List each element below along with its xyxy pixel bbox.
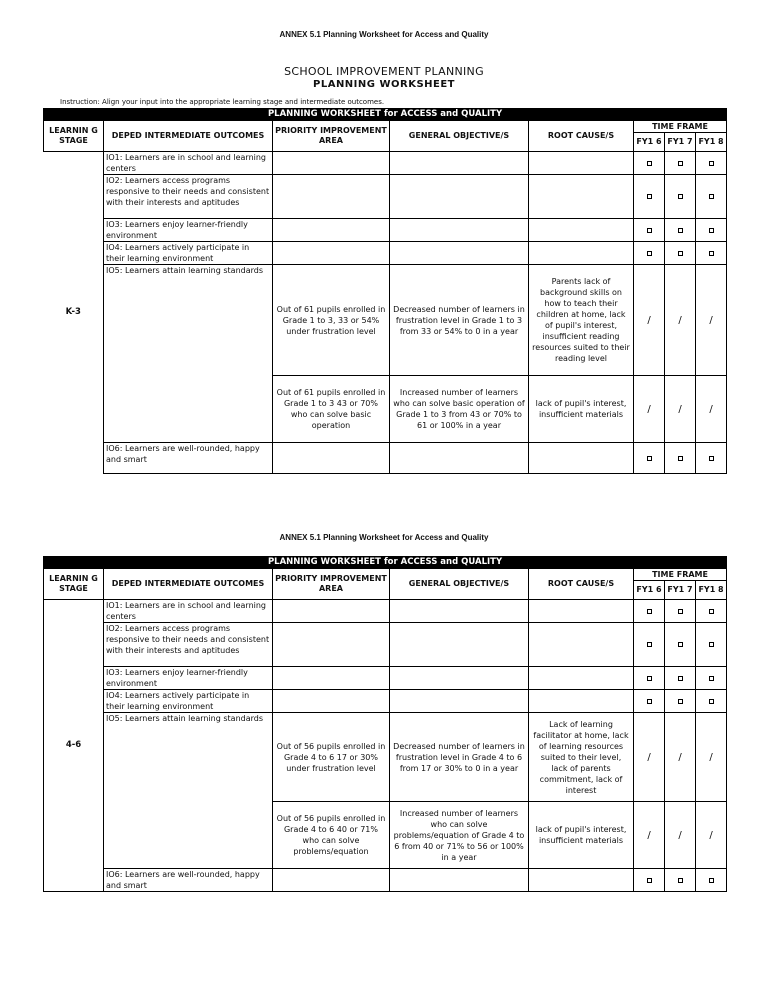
checkbox-icon[interactable]	[647, 642, 652, 647]
outcome-io2: IO2: Learners access programs responsive to their needs and consistent with their interests and aptitudes	[104, 623, 273, 667]
checkbox-icon[interactable]	[678, 161, 683, 166]
priority-area: Out of 56 pupils enrolled in Grade 4 to 6 40 or 71% who can solve problems/equation	[273, 802, 390, 869]
checkbox-icon[interactable]	[709, 161, 714, 166]
outcome-io4: IO4: Learners actively participate in their learning environment	[104, 242, 273, 265]
annex-title: ANNEX 5.1 Planning Worksheet for Access and Quality	[279, 533, 489, 542]
checkbox-icon[interactable]	[678, 456, 683, 461]
col-header-general-objective: GENERAL OBJECTIVE/S	[390, 121, 529, 152]
page-subtitle: PLANNING WORKSHEET	[313, 79, 455, 90]
checkbox-icon[interactable]	[678, 194, 683, 199]
checkbox-icon[interactable]	[709, 194, 714, 199]
priority-area: Out of 61 pupils enrolled in Grade 1 to 3 43 or 70% who can solve basic operation	[273, 376, 390, 443]
general-objective: Decreased number of learners in frustration level in Grade 4 to 6 from 17 or 30% to 0 in a year	[390, 713, 529, 802]
outcome-io4: IO4: Learners actively participate in their learning environment	[104, 690, 273, 713]
checkbox-icon[interactable]	[709, 699, 714, 704]
instruction-text: Instruction: Align your input into the appropriate learning stage and intermediate outcomes.	[60, 98, 385, 106]
col-header-intermediate-outcomes: DEPED INTERMEDIATE OUTCOMES	[104, 121, 273, 152]
time-frame-mark: /	[634, 802, 665, 869]
worksheet-banner: PLANNING WORKSHEET for ACCESS and QUALITY	[44, 557, 727, 569]
col-header-time-frame: TIME FRAME	[634, 121, 727, 133]
general-objective: Increased number of learners who can solve problems/equation of Grade 4 to 6 from 40 or 71% to 56 or 100% in a year	[390, 802, 529, 869]
time-frame-mark: /	[634, 376, 665, 443]
learning-stage-cell: 4-6	[44, 600, 104, 892]
planning-worksheet-k3	[43, 108, 726, 474]
outcome-io5: IO5: Learners attain learning standards	[104, 265, 273, 443]
checkbox-icon[interactable]	[709, 609, 714, 614]
col-header-priority-area: PRIORITY IMPROVEMENT AREA	[273, 569, 390, 600]
root-cause: Lack of learning facilitator at home, lack of learning resources suited to their level, lack of parents commitment, lack of interest	[529, 713, 634, 802]
col-header-fy16: FY1 6	[634, 581, 665, 600]
checkbox-icon[interactable]	[647, 161, 652, 166]
col-header-learning-stage: LEARNIN G STAGE	[44, 121, 104, 152]
checkbox-icon[interactable]	[678, 609, 683, 614]
time-frame-mark: /	[665, 376, 696, 443]
outcome-io6: IO6: Learners are well-rounded, happy and smart	[104, 443, 273, 474]
checkbox-icon[interactable]	[678, 878, 683, 883]
checkbox-icon[interactable]	[678, 642, 683, 647]
general-objective: Decreased number of learners in frustration level in Grade 1 to 3 from 33 or 54% to 0 in a year	[390, 265, 529, 376]
checkbox-icon[interactable]	[709, 676, 714, 681]
annex-title: ANNEX 5.1 Planning Worksheet for Access and Quality	[279, 30, 489, 39]
root-cause: Parents lack of background skills on how to teach their children at home, lack of pupil's interest, insufficient reading resources suited to their reading level	[529, 265, 634, 376]
col-header-priority-area: PRIORITY IMPROVEMENT AREA	[273, 121, 390, 152]
outcome-io1: IO1: Learners are in school and learning centers	[104, 600, 273, 623]
root-cause: lack of pupil's interest, insufficient materials	[529, 376, 634, 443]
time-frame-mark: /	[696, 713, 727, 802]
checkbox-icon[interactable]	[647, 194, 652, 199]
col-header-fy16: FY1 6	[634, 133, 665, 152]
checkbox-icon[interactable]	[678, 228, 683, 233]
col-header-intermediate-outcomes: DEPED INTERMEDIATE OUTCOMES	[104, 569, 273, 600]
checkbox-icon[interactable]	[709, 642, 714, 647]
root-cause: lack of pupil's interest, insufficient materials	[529, 802, 634, 869]
time-frame-mark: /	[696, 265, 727, 376]
outcome-io2: IO2: Learners access programs responsive to their needs and consistent with their interests and aptitudes	[104, 175, 273, 219]
learning-stage-cell: K-3	[44, 152, 104, 474]
time-frame-mark: /	[696, 802, 727, 869]
priority-area: Out of 56 pupils enrolled in Grade 4 to 6 17 or 30% under frustration level	[273, 713, 390, 802]
checkbox-icon[interactable]	[709, 228, 714, 233]
time-frame-mark: /	[696, 376, 727, 443]
checkbox-icon[interactable]	[647, 676, 652, 681]
outcome-io3: IO3: Learners enjoy learner-friendly environment	[104, 219, 273, 242]
outcome-io6: IO6: Learners are well-rounded, happy and smart	[104, 869, 273, 892]
checkbox-icon[interactable]	[709, 878, 714, 883]
col-header-learning-stage: LEARNIN G STAGE	[44, 569, 104, 600]
col-header-fy18: FY1 8	[696, 133, 727, 152]
priority-area: Out of 61 pupils enrolled in Grade 1 to 3, 33 or 54% under frustration level	[273, 265, 390, 376]
time-frame-mark: /	[634, 265, 665, 376]
col-header-fy17: FY1 7	[665, 581, 696, 600]
col-header-root-cause: ROOT CAUSE/S	[529, 121, 634, 152]
outcome-io1: IO1: Learners are in school and learning centers	[104, 152, 273, 175]
checkbox-icon[interactable]	[709, 456, 714, 461]
time-frame-mark: /	[665, 713, 696, 802]
col-header-fy17: FY1 7	[665, 133, 696, 152]
checkbox-icon[interactable]	[647, 456, 652, 461]
general-objective: Increased number of learners who can solve basic operation of Grade 1 to 3 from 43 or 70% to 61 or 100% in a year	[390, 376, 529, 443]
checkbox-icon[interactable]	[647, 228, 652, 233]
worksheet-banner: PLANNING WORKSHEET for ACCESS and QUALITY	[44, 109, 727, 121]
checkbox-icon[interactable]	[678, 251, 683, 256]
checkbox-icon[interactable]	[678, 676, 683, 681]
checkbox-icon[interactable]	[709, 251, 714, 256]
time-frame-mark: /	[665, 265, 696, 376]
col-header-root-cause: ROOT CAUSE/S	[529, 569, 634, 600]
time-frame-mark: /	[634, 713, 665, 802]
col-header-time-frame: TIME FRAME	[634, 569, 727, 581]
checkbox-icon[interactable]	[647, 699, 652, 704]
checkbox-icon[interactable]	[647, 251, 652, 256]
outcome-io5: IO5: Learners attain learning standards	[104, 713, 273, 869]
time-frame-mark: /	[665, 802, 696, 869]
checkbox-icon[interactable]	[678, 699, 683, 704]
page-title: SCHOOL IMPROVEMENT PLANNING	[284, 65, 484, 78]
checkbox-icon[interactable]	[647, 609, 652, 614]
outcome-io3: IO3: Learners enjoy learner-friendly environment	[104, 667, 273, 690]
col-header-fy18: FY1 8	[696, 581, 727, 600]
planning-worksheet-4-6	[43, 556, 726, 892]
col-header-general-objective: GENERAL OBJECTIVE/S	[390, 569, 529, 600]
checkbox-icon[interactable]	[647, 878, 652, 883]
